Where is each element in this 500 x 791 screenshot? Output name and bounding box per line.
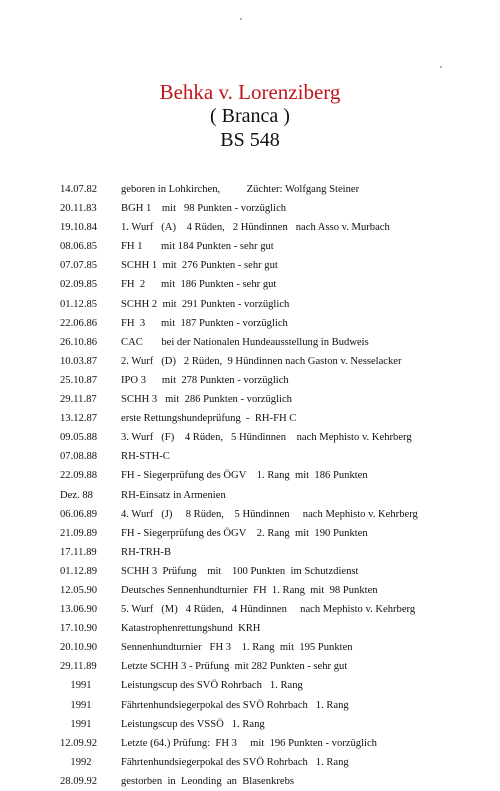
entry-text: SCHH 3 Prüfung mit 100 Punkten im Schutzdienst (121, 565, 359, 577)
entry-date: 29.11.87 (60, 394, 97, 406)
entry-row (0, 772, 500, 791)
entry-text: geboren in Lohkirchen, Züchter: Wolfgang Steiner (121, 184, 360, 195)
entry-date: 10.03.87 (60, 355, 98, 367)
entry-row (0, 256, 500, 275)
entry-text: BGH 1 mit 98 Punkten - vorzüglich (121, 203, 287, 215)
entry-date: 06.06.89 (60, 508, 98, 520)
call-name: ( Branca ) (210, 105, 290, 127)
entry-date: 25.10.87 (60, 374, 98, 386)
entry-row (0, 390, 500, 409)
entry-row (0, 237, 500, 256)
entry-date: 02.09.85 (60, 279, 98, 291)
entry-date: 20.11.83 (60, 203, 97, 215)
entry-text: 3. Wurf (F) 4 Rüden, 5 Hündinnen nach Mephisto v. Kehrberg (121, 432, 412, 444)
entry-date: 01.12.85 (60, 298, 98, 310)
entry-date: 1991 (70, 718, 92, 730)
entry-date: 22.06.86 (60, 317, 98, 329)
entry-text: Sennenhundturnier FH 3 1. Rang mit 195 Punkten (121, 642, 353, 654)
entry-text: SCHH 3 mit 286 Punkten - vorzüglich (121, 394, 292, 406)
entry-date: 26.10.86 (60, 336, 98, 348)
entry-text: Fährtenhundsiegerpokal des SVÖ Rohrbach 1. Rang (121, 699, 349, 711)
entry-text: Deutsches Sennenhundturnier FH 1. Rang mit 98 Punkten (121, 584, 378, 596)
entry-text: IPO 3 mit 278 Punkten - vorzüglich (121, 374, 289, 386)
entry-text: 2. Wurf (D) 2 Rüden, 9 Hündinnen nach Gaston v. Nesselacker (121, 355, 402, 367)
entry-row (0, 734, 500, 753)
entry-date: 22.09.88 (60, 470, 98, 482)
entry-row (0, 275, 500, 294)
entry-row (0, 505, 500, 524)
entry-text: 5. Wurf (M) 4 Rüden, 4 Hündinnen nach Mephisto v. Kehrberg (121, 604, 416, 616)
entry-text: 4. Wurf (J) 8 Rüden, 5 Hündinnen nach Mephisto v. Kehrberg (121, 508, 418, 520)
dog-name-title: Behka v. Lorenziberg (159, 80, 341, 104)
entry-row (0, 314, 500, 333)
entry-row (0, 581, 500, 600)
entry-text: FH 1 mit 184 Punkten - sehr gut (121, 241, 274, 253)
entry-row (0, 562, 500, 581)
entry-text: FH 3 mit 187 Punkten - vorzüglich (121, 317, 288, 329)
registry-number: BS 548 (220, 129, 280, 151)
entry-row (0, 753, 500, 772)
entry-text: FH - Siegerprüfung des ÖGV 1. Rang mit 186 Punkten (121, 470, 368, 482)
entry-row (0, 199, 500, 218)
entry-text: Katastrophenrettungshund KRH (121, 623, 261, 635)
entry-row (0, 218, 500, 237)
entry-row (0, 447, 500, 466)
entry-text: Letzte SCHH 3 - Prüfung mit 282 Punkten - sehr gut (121, 661, 348, 673)
entry-date: 12.09.92 (60, 737, 98, 749)
entry-row (0, 524, 500, 543)
entry-date: 01.12.89 (60, 565, 98, 577)
entry-row (0, 696, 500, 715)
entry-row (0, 428, 500, 447)
entry-text: RH-TRH-B (121, 546, 172, 558)
entry-date: 17.11.89 (60, 546, 97, 558)
entry-text: SCHH 1 mit 276 Punkten - sehr gut (121, 260, 278, 272)
entry-text: gestorben in Leonding an Blasenkrebs (121, 775, 294, 787)
entry-row (0, 657, 500, 676)
entry-text: FH - Siegerprüfung des ÖGV 2. Rang mit 190 Punkten (121, 527, 368, 539)
entry-date: 21.09.89 (60, 527, 98, 539)
entry-date: 20.10.90 (60, 642, 98, 654)
entry-date: 28.09.92 (60, 775, 98, 787)
entry-row (0, 638, 500, 657)
entry-date: Dez. 88 (60, 489, 93, 501)
entry-row (0, 180, 500, 199)
entry-date: 07.07.85 (60, 260, 98, 272)
entry-row (0, 371, 500, 390)
entry-text: FH 2 mit 186 Punkten - sehr gut (121, 279, 277, 291)
entry-date: 1991 (70, 699, 92, 711)
entry-row (0, 295, 500, 314)
achievement-list (0, 180, 500, 791)
entry-text: RH-Einsatz in Armenien (121, 489, 226, 501)
entry-text: Leistungscup des VSSÖ 1. Rang (121, 718, 265, 730)
entry-text: erste Rettungshundeprüfung - RH-FH C (121, 413, 297, 425)
entry-row (0, 352, 500, 371)
entry-date: 12.05.90 (60, 584, 98, 596)
entry-row (0, 600, 500, 619)
entry-row (0, 543, 500, 562)
entry-row (0, 466, 500, 485)
entry-date: 08.06.85 (60, 241, 98, 253)
entry-date: 09.05.88 (60, 432, 98, 444)
entry-date: 29.11.89 (60, 661, 97, 673)
entry-text: Leistungscup des SVÖ Rohrbach 1. Rang (121, 680, 303, 692)
entry-text: 1. Wurf (A) 4 Rüden, 2 Hündinnen nach Asso v. Murbach (121, 222, 390, 234)
entry-date: 13.06.90 (60, 604, 98, 616)
entry-text: Letzte (64.) Prüfung: FH 3 mit 196 Punkten - vorzüglich (121, 737, 377, 749)
entry-date: 07.08.88 (60, 451, 98, 463)
scan-speck (440, 66, 442, 68)
entry-row (0, 676, 500, 695)
entry-date: 14.07.82 (60, 184, 98, 195)
entry-text: SCHH 2 mit 291 Punkten - vorzüglich (121, 298, 290, 310)
entry-row (0, 619, 500, 638)
entry-row (0, 333, 500, 352)
entry-date: 19.10.84 (60, 222, 98, 234)
entry-text: Fährtenhundsiegerpokal des SVÖ Rohrbach 1. Rang (121, 756, 349, 768)
scan-speck (240, 18, 242, 20)
entry-text: RH-STH-C (121, 451, 170, 463)
entry-date: 17.10.90 (60, 623, 98, 635)
entry-date: 1991 (70, 680, 92, 692)
entry-date: 1992 (70, 756, 92, 768)
entry-row (0, 409, 500, 428)
entry-date: 13.12.87 (60, 413, 98, 425)
entry-row (0, 715, 500, 734)
entry-row (0, 486, 500, 505)
entry-text: CAC bei der Nationalen Hundeausstellung in Budweis (121, 336, 369, 348)
